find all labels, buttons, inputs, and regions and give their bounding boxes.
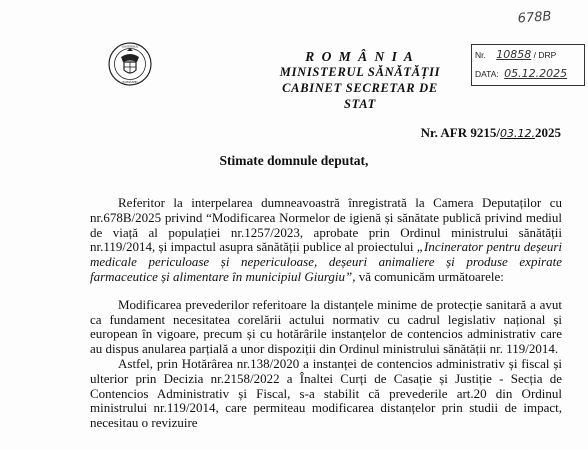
reg-date-value: 05.12.2025 xyxy=(504,67,568,80)
ref-prefix: Nr. AFR 9215/ xyxy=(420,125,500,140)
country-name: R O M Â N I A xyxy=(305,49,415,64)
handwritten-annotation: 678B xyxy=(517,9,552,27)
reg-nr-suffix: / DRP xyxy=(533,50,557,60)
registration-stamp xyxy=(471,44,585,86)
paragraph-intro xyxy=(90,196,562,285)
ministry-name: MINISTERUL SĂNĂTĂȚII xyxy=(279,65,441,79)
reg-date-label: DATA: xyxy=(475,69,499,79)
reg-nr-value: 10858 xyxy=(496,48,532,61)
paragraph-court-rulings: Astfel, prin Hotărârea nr.138/2020 a instanței de contencios administrativ și fiscal și ulterior prin Decizia nr.2158/2022 a Înaltei Curți de Casație și Justiție - Secția de Contencios Administrativ și Fiscal, s-a stabilit că prevederile art.20 din Ordinul ministrului nr.119/2014, care permiteau modificarea distanțelor prin studii de impact, necesitau o revizuire xyxy=(90,355,562,431)
ministry-header xyxy=(270,49,450,112)
paragraph-intro-tail: , vă comunicăm următoarele: xyxy=(352,268,504,284)
paragraph-modification: Modificarea prevederilor referitoare la distanțele minime de protecție sanitară a avut ca fundament necesitatea corelării actului normativ cu cadrul legislativ național și european în vigoare, precum și cu hotărârile instanțelor de contencios administrativ care au dispus anularea parțială a unor dispoziții din Ordinul ministrului sănătății nr. 119/2014. xyxy=(90,296,562,357)
paragraph-intro-lead: Referitor la interpelarea dumneavoastră înregistrată la Camera Deputaților cu nr.678B/2025 privind “Modificarea Normelor de igienă și sănătate publică privind mediul de viață al populației nr.1257/2023, aprobate prin Ordinul ministrului sănătății nr.119/2014, și impactul asupra sănătății publice al proiectului xyxy=(90,195,562,255)
ref-year: 2025 xyxy=(535,125,561,140)
svg-text:GUVERNUL: GUVERNUL xyxy=(121,44,139,49)
letter-body xyxy=(90,196,562,431)
coat-of-arms-icon xyxy=(108,42,152,86)
ref-day-month: 03.12. xyxy=(500,127,535,140)
reference-number xyxy=(421,125,561,141)
salutation: Stimate domnule deputat, xyxy=(219,153,369,168)
project-title: „Incinerator pentru deșeuri medicale periculoase și nepericuloase, deșeuri animaliere și produse expirate farmaceutice și alimentare în municipiul Giurgiu” xyxy=(90,239,562,284)
svg-text:ROMÂNIEI: ROMÂNIEI xyxy=(122,80,138,84)
cabinet-name: CABINET SECRETAR DE STAT xyxy=(282,81,438,111)
reg-nr-label: Nr. xyxy=(475,50,486,60)
